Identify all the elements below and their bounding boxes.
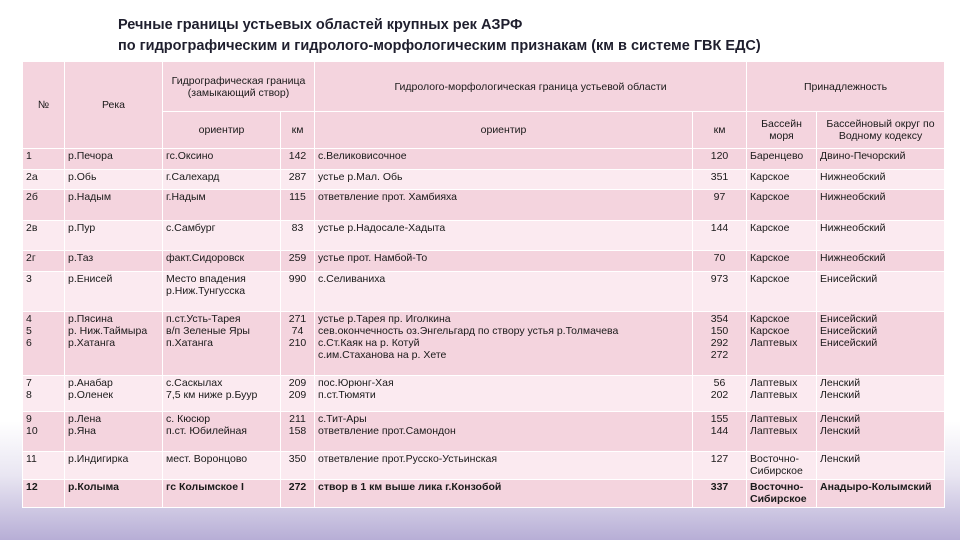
cell-sea: Карское (747, 251, 817, 272)
header-basin-district: Бассейновый округ по Водному кодексу (817, 112, 945, 149)
cell-h-km: 354 150 292 272 (693, 312, 747, 376)
cell-num: 4 5 6 (23, 312, 65, 376)
cell-g-landmark: с.Самбург (163, 221, 281, 251)
cell-district: Анадыро-Колымский (817, 480, 945, 508)
cell-river: р.Пясина р. Ниж.Таймыра р.Хатанга (65, 312, 163, 376)
cell-district: Ленский Ленский (817, 412, 945, 452)
cell-district: Ленский (817, 452, 945, 480)
cell-h-landmark: с.Тит-Ары ответвление прот.Самондон (315, 412, 693, 452)
cell-num: 7 8 (23, 376, 65, 412)
cell-g-landmark: гс.Оксино (163, 149, 281, 170)
header-landmark: ориентир (163, 112, 281, 149)
title-line-2: по гидрографическим и гидролого-морфологическим признакам (км в системе ГВК ЕДС) (118, 38, 761, 54)
cell-g-km: 209 209 (281, 376, 315, 412)
header-basin-sea: Бассейн моря (747, 112, 817, 149)
cell-sea: Карское (747, 170, 817, 190)
cell-num: 2а (23, 170, 65, 190)
header-km: км (281, 112, 315, 149)
cell-h-landmark: пос.Юрюнг-Хая п.ст.Тюмяти (315, 376, 693, 412)
cell-h-landmark: устье р.Надосале-Хадыта (315, 221, 693, 251)
cell-num: 2б (23, 190, 65, 221)
table-row (23, 170, 945, 190)
cell-h-landmark: устье прот. Намбой-То (315, 251, 693, 272)
cell-g-landmark: факт.Сидоровск (163, 251, 281, 272)
cell-river: р.Печора (65, 149, 163, 170)
cell-g-landmark: гс Колымское I (163, 480, 281, 508)
cell-district: Енисейский (817, 272, 945, 312)
table-row (23, 452, 945, 480)
table-row (23, 272, 945, 312)
cell-g-landmark: г.Салехард (163, 170, 281, 190)
cell-district: Двино-Печорский (817, 149, 945, 170)
cell-sea: Лаптевых Лаптевых (747, 376, 817, 412)
cell-river: р.Таз (65, 251, 163, 272)
cell-district: Нижнеобский (817, 251, 945, 272)
cell-sea: Карское (747, 221, 817, 251)
cell-h-km: 120 (693, 149, 747, 170)
cell-num: 11 (23, 452, 65, 480)
cell-sea: Лаптевых Лаптевых (747, 412, 817, 452)
cell-num: 2в (23, 221, 65, 251)
cell-sea: Баренцево (747, 149, 817, 170)
header-num: № (23, 62, 65, 149)
cell-g-km: 142 (281, 149, 315, 170)
cell-h-km: 155 144 (693, 412, 747, 452)
cell-h-landmark: ответвление прот.Русско-Устьинская (315, 452, 693, 480)
cell-h-landmark: створ в 1 км выше лика г.Конзобой (315, 480, 693, 508)
cell-sea: Восточно-Сибирское (747, 452, 817, 480)
cell-num: 3 (23, 272, 65, 312)
cell-h-landmark: с.Великовисочное (315, 149, 693, 170)
cell-h-landmark: устье р.Мал. Обь (315, 170, 693, 190)
table-row (23, 251, 945, 272)
cell-g-km: 287 (281, 170, 315, 190)
cell-river: р.Колыма (65, 480, 163, 508)
cell-river: р.Обь (65, 170, 163, 190)
cell-sea: Восточно-Сибирское (747, 480, 817, 508)
cell-h-landmark: ответвление прот. Хамбияха (315, 190, 693, 221)
cell-river: р.Анабар р.Оленек (65, 376, 163, 412)
cell-h-km: 56 202 (693, 376, 747, 412)
cell-district: Енисейский Енисейский Енисейский (817, 312, 945, 376)
cell-sea: Карское (747, 190, 817, 221)
cell-g-landmark: мест. Воронцово (163, 452, 281, 480)
cell-district: Ленский Ленский (817, 376, 945, 412)
cell-h-km: 337 (693, 480, 747, 508)
slide-title (118, 15, 918, 57)
header-landmark-2: ориентир (315, 112, 693, 149)
cell-river: р.Енисей (65, 272, 163, 312)
cell-num: 12 (23, 480, 65, 508)
table-row (23, 149, 945, 170)
table-row (23, 190, 945, 221)
cell-h-km: 97 (693, 190, 747, 221)
header-belonging: Принадлежность (747, 62, 945, 112)
cell-num: 9 10 (23, 412, 65, 452)
table-row-group (23, 376, 945, 412)
cell-g-km: 83 (281, 221, 315, 251)
header-river: Река (65, 62, 163, 149)
cell-h-km: 144 (693, 221, 747, 251)
cell-h-km: 973 (693, 272, 747, 312)
cell-h-landmark: устье р.Тарея пр. Иголкина сев.окончечность оз.Энгельгард по створу устья р.Толмачева с.Ст.Каяк на р. Котуй с.им.Стаханова на р. Хете (315, 312, 693, 376)
header-km-2: км (693, 112, 747, 149)
header-hydrographic: Гидрографическая граница (замыкающий створ) (163, 62, 315, 112)
table-row-group (23, 312, 945, 376)
cell-g-landmark: Место впадения р.Ниж.Тунгусска (163, 272, 281, 312)
cell-sea: Карское (747, 272, 817, 312)
river-boundaries-table (22, 61, 945, 508)
cell-sea: Карское Карское Лаптевых (747, 312, 817, 376)
cell-district: Нижнеобский (817, 170, 945, 190)
cell-river: р.Лена р.Яна (65, 412, 163, 452)
cell-g-landmark: п.ст.Усть-Тарея в/п Зеленые Яры п.Хатанга (163, 312, 281, 376)
cell-river: р.Пур (65, 221, 163, 251)
header-hydromorph: Гидролого-морфологическая граница устьевой области (315, 62, 747, 112)
cell-num: 1 (23, 149, 65, 170)
cell-h-km: 127 (693, 452, 747, 480)
cell-g-km: 350 (281, 452, 315, 480)
cell-h-km: 351 (693, 170, 747, 190)
cell-g-km: 211 158 (281, 412, 315, 452)
cell-district: Нижнеобский (817, 190, 945, 221)
cell-num: 2г (23, 251, 65, 272)
cell-g-landmark: с. Кюсюр п.ст. Юбилейная (163, 412, 281, 452)
cell-g-landmark: г.Надым (163, 190, 281, 221)
cell-h-landmark: с.Селиваниха (315, 272, 693, 312)
cell-h-km: 70 (693, 251, 747, 272)
table-row (23, 221, 945, 251)
table-row (23, 480, 945, 508)
cell-river: р.Индигирка (65, 452, 163, 480)
title-line-1: Речные границы устьевых областей крупных рек АЗРФ (118, 17, 523, 33)
cell-g-km: 115 (281, 190, 315, 221)
cell-g-km: 272 (281, 480, 315, 508)
cell-river: р.Надым (65, 190, 163, 221)
cell-g-km: 990 (281, 272, 315, 312)
cell-g-km: 271 74 210 (281, 312, 315, 376)
cell-g-landmark: с.Саскылах 7,5 км ниже р.Буур (163, 376, 281, 412)
table-row-group (23, 412, 945, 452)
cell-district: Нижнеобский (817, 221, 945, 251)
cell-g-km: 259 (281, 251, 315, 272)
